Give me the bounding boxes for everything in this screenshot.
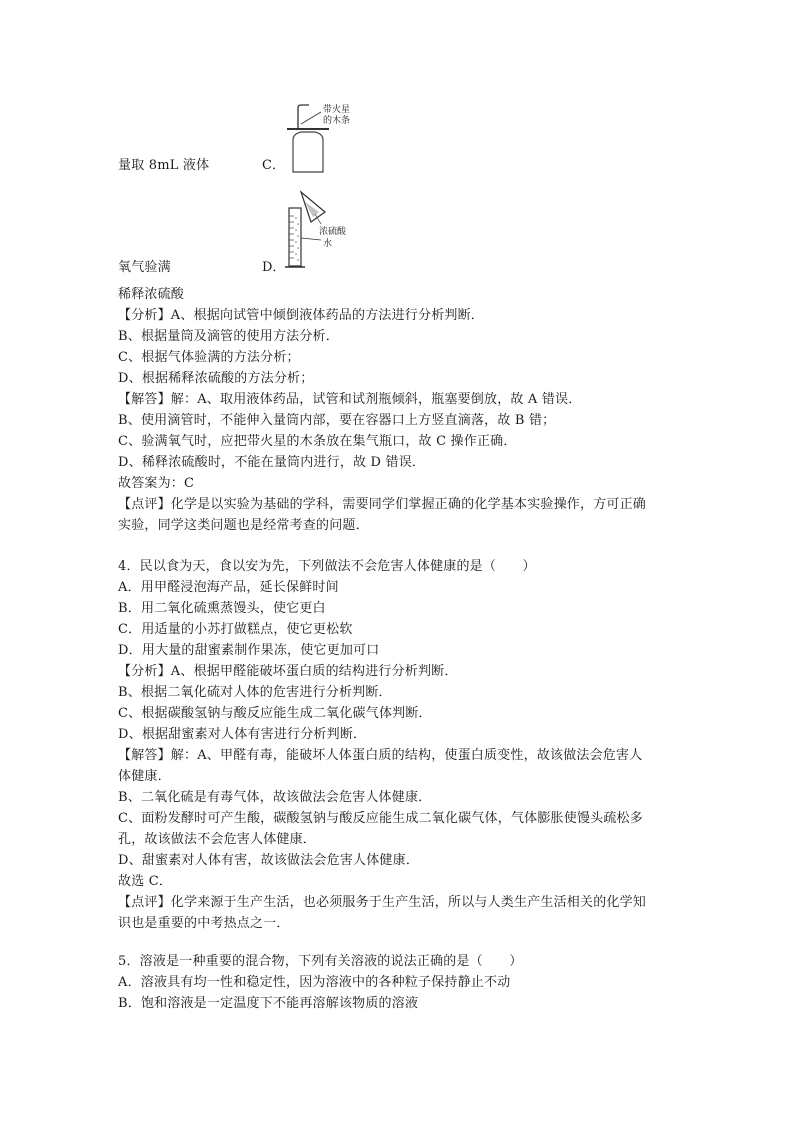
q3-text-line: C、根据气体验满的方法分析； [118,350,300,365]
q4-text-line: B、二氧化硫是有毒气体，故该做法会危害人体健康． [118,790,432,805]
q4-text-line: B．用二氧化硫熏蒸馒头，使它更白 [118,601,326,616]
q4-text-line: 【解答】解：A、甲醛有毒，能破坏人体蛋白质的结构，使蛋白质变性，故该做法会危害人 [118,748,643,763]
q3-text-line: 稀释浓硫酸 [118,287,185,302]
option-d-left-label: 氧气验满 [118,260,171,275]
q4-text-line: C、面粉发酵时可产生酸，碳酸氢钠与酸反应能生成二氧化碳气体，气体膨胀使馒头疏松多 [118,811,643,826]
q4-text-line: 体健康． [118,769,171,784]
q3-text-line: 【点评】化学是以实验为基础的学科，需要同学们掌握正确的化学基本实验操作，方可正确 [118,497,647,512]
acid-label: 浓硫酸 [319,227,347,237]
splint-label-line2: 的木条 [323,116,351,126]
q4-text-line: D．用大量的甜蜜素制作果冻，使它更加可口 [118,643,380,658]
option-c-left-label: 量取 8mL 液体 [118,158,210,173]
q3-text-line: 【解答】解：A、取用液体药品，试管和试剂瓶倾斜，瓶塞要倒放，故 A 错误． [118,392,582,407]
q3-text-line: 【分析】A、根据向试管中倾倒液体药品的方法进行分析判断． [118,308,484,323]
option-d-letter: D． [262,260,286,275]
q5-text-line: 5．溶液是一种重要的混合物，下列有关溶液的说法正确的是（ ） [118,954,523,969]
q5-text-line: B．饱和溶液是一定温度下不能再溶解该物质的溶液 [118,996,419,1011]
q3-text-line: 实验，同学这类问题也是经常考查的问题． [118,518,369,533]
q3-text-line: 故答案为：C [118,476,195,491]
splint-label-line1: 带火星 [323,105,351,115]
q4-text-line: C．用适量的小苏打做糕点，使它更松软 [118,622,353,637]
q4-text-line: 【点评】化学来源于生产生活，也必须服务于生产生活，所以与人类生产生活相关的化学知 [118,895,647,910]
q4-text-line: 孔，故该做法不会危害人体健康． [118,832,317,847]
cylinder-dilution-figure [285,188,365,273]
q3-text-line: D、根据稀释浓硫酸的方法分析； [118,371,314,386]
q5-text-line: A．溶液具有均一性和稳定性，因为溶液中的各种粒子保持静止不动 [118,975,511,990]
option-c-letter: C． [262,158,285,173]
q3-text-line: B、使用滴管时，不能伸入量筒内部，要在容器口上方竖直滴落，故 B 错； [118,413,556,428]
q4-text-line: D、甜蜜素对人体有害，故该做法会危害人体健康． [118,853,420,868]
gas-bottle-figure [285,102,365,177]
q4-text-line: 4．民以食为天，食以安为先，下列做法不会危害人体健康的是（ ） [118,559,536,574]
q4-text-line: 识也是重要的中考热点之一． [118,916,290,931]
q3-text-line: B、根据量筒及滴管的使用方法分析． [118,329,339,344]
q3-text-line: C、验满氧气时，应把带火星的木条放在集气瓶口，故 C 操作正确． [118,434,517,449]
q4-text-line: D、根据甜蜜素对人体有害进行分析判断． [118,727,367,742]
q4-text-line: C、根据碳酸氢钠与酸反应能生成二氧化碳气体判断． [118,706,432,721]
q4-text-line: 故选 C． [118,874,173,889]
q3-text-line: D、稀释浓硫酸时，不能在量筒内进行，故 D 错误． [118,455,426,470]
q4-text-line: B、根据二氧化硫对人体的危害进行分析判断． [118,685,392,700]
q4-text-line: A．用甲醛浸泡海产品，延长保鲜时间 [118,580,339,595]
q4-text-line: 【分析】A、根据甲醛能破坏蛋白质的结构进行分析判断． [118,664,458,679]
water-label: 水 [323,239,333,249]
